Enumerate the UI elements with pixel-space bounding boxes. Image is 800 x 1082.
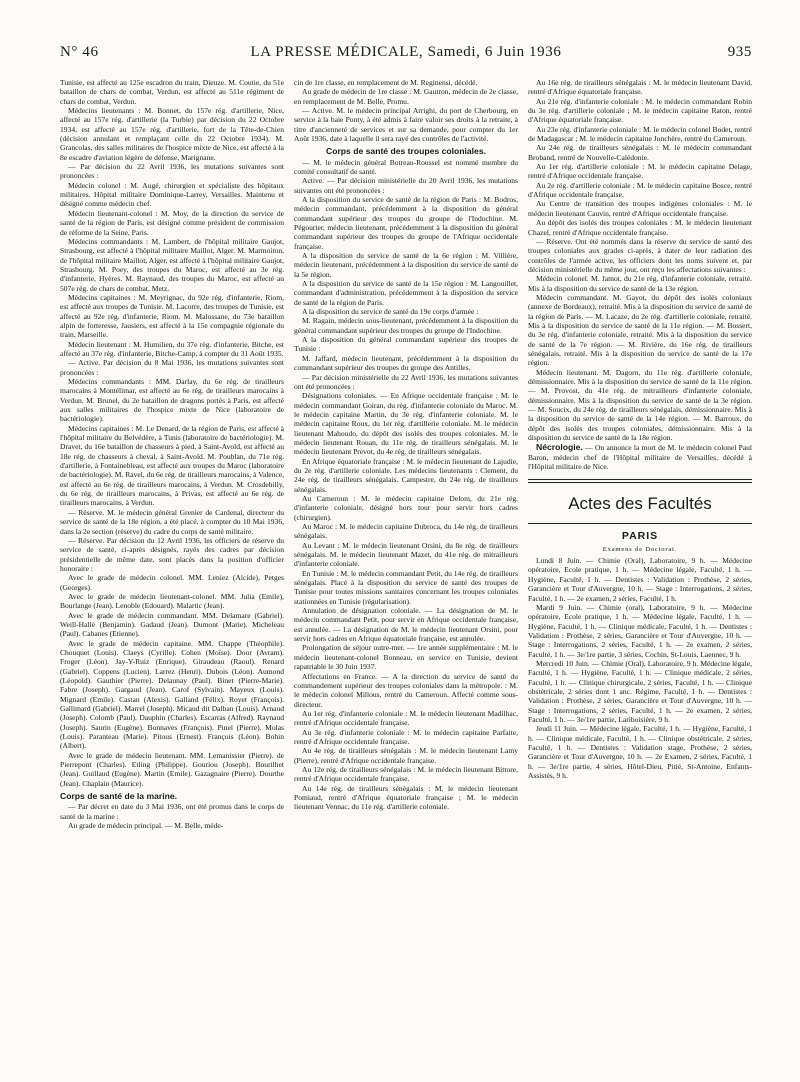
paragraph: Au Cameroun : M. le médecin capitaine Delom, du 21e rég. d'infanterie coloniale, désigné hors tour pour servir hors cadres (chirurgien).	[294, 493, 518, 522]
page-number: 935	[727, 44, 752, 60]
paragraph: Au Centre de transition des troupes indigènes coloniales : M. le médecin lieutenant Cauvin, rentré d'Afrique occidentale française.	[528, 199, 752, 218]
paragraph: Prolongation de séjour outre-mer. — 1re année supplémentaire : M. le médecin lieutenant-colonel Bonneau, en service en Tunisie, devient rapatriable le 30 Juin 1937.	[294, 643, 518, 672]
exam-day: Mercredi 10 Juin. — Chimie (Oral), Laboratoire, 9 h. Médecine légale, Faculté, 1 h. — Hygiène, Faculté, 1 h. — Clinique médicale, 2 séries, Faculté, 1 h. — Clinique chirurgicale, 2 séries, Faculté, 1 h. — Clinique obstétricale, 2 séries dont 1 anc. Régime, Faculté, 1 h. — Dentistes : Validation : Prothèse, 2 séries, Garancière et Tour d'Auvergne, 10 h. — Stage : Interrogations, 2 séries, Faculté, 1 h. — 2e examen, 2 séries, Faculté, 1 h. — 3e/1re partie, Lariboisière, 9 h.	[528, 658, 752, 724]
paragraph: Médecin commandant. M. Gayot, du dépôt des isolés coloniaux (annexe de Bordeaux), retraité. Mis à la disposition du service de santé de la région de Paris. — M. Lacaze, du 2e rég. d'artillerie coloniale, retraité. Mis à la disposition du service de santé de la 11e région. — M. Bossert, du 3e rég. d'infanterie coloniale, retraité. Mis à la disposition du service de santé de la 7e région. — M. Rivière, du 16e rég. de tirailleurs sénégalais, retraité. Mis à la disposition du service de santé de la 17e région.	[528, 292, 752, 368]
paragraph: — Réserve. Ont été nommés dans la réserve du service de santé des troupes coloniales aux grades ci-après, à dater de leur radiation des contrôles de l'armée active, les officiers dont les noms suivent et, par décision ministérielle du même jour, ont reçu les affectations suivantes :	[528, 236, 752, 274]
paragraph: A la disposition du service de santé de la 15e région : M. Langouillet, commandant d'administration, précédemment à la disposition du service de santé de la région de Paris.	[294, 279, 518, 307]
paragraph: — M. le médecin général Botreau-Roussel est nommé membre du comité consultatif de santé.	[294, 157, 518, 176]
issue-date: Samedi, 6 Juin 1936	[427, 44, 562, 60]
city-heading: PARIS	[621, 530, 659, 543]
column-right	[528, 78, 752, 1074]
paragraph: cin de 1re classe, en remplacement de M. Reginensi, décédé.	[294, 78, 478, 87]
running-title	[60, 44, 752, 61]
section-heading-necrologie: Nécrologie.	[536, 442, 583, 453]
paragraph: Au 4e rég. de tirailleurs sénégalais : M. le médecin lieutenant Lamy (Pierre), rentré d'Afrique occidentale française.	[294, 746, 518, 765]
paragraph: A la disposition du service de santé du 19e corps d'armée :	[302, 307, 479, 317]
section-divider	[528, 479, 752, 480]
paragraph: En Afrique équatoriale française : M. le médecin lieutenant de Lajudie, du 2e rég. d'artillerie coloniale. Les médecins lieutenants : Clement, du 24e rég. de tirailleurs sénégalais. Campestre, du 24e rég. de tirailleurs sénégalais.	[294, 456, 518, 494]
section-divider	[528, 523, 752, 524]
paragraph: A la disposition du général commandant supérieur des troupes de Tunisie :	[294, 335, 518, 354]
paragraph: Active. — Par décision ministérielle du 20 Avril 1936, les mutations suivantes ont été prononcées :	[294, 176, 518, 195]
paragraph: Au 14e rég. de tirailleurs sénégalais : M. le médecin lieutenant Pomiaud, rentré d'Afrique équatoriale française ; M. le médecin lieutenant Vennac, du 11e rég. d'artillerie coloniale.	[294, 783, 518, 812]
necrologie-paragraph	[528, 442, 752, 471]
paragraph: A la disposition du service de santé de la région de Paris : M. Bodros, médecin commandant, précédemment à la disposition du général commandant supérieur des troupes du groupe de l'Indochine. M. Pégourier, médecin lieutenant, précédemment à la disposition du général commandant supérieur des troupes du groupe de l'Afrique occidentale française.	[294, 194, 518, 251]
page-header	[60, 44, 752, 66]
paragraph: Au 24e rég. de tirailleurs sénégalais : M. le médecin commandant Broband, rentré de Nouvelle-Calédonie.	[528, 143, 752, 162]
paragraph: Au grade de médecin de 1re classe : M. Gautron, médecin de 2e classe, en remplacement de M. Belle, Promu.	[294, 87, 518, 106]
paragraph: Au 16e rég. de tirailleurs sénégalais : M. le médecin lieutenant David, rentré d'Afrique équatoriale française.	[528, 78, 752, 97]
actes-title: Actes des Facultés	[568, 494, 712, 514]
paragraph: A la disposition du service de santé de la 6e région : M. Villière, médecin lieutenant, précédemment à la disposition du service de santé de la 5e région.	[294, 251, 518, 279]
paragraph: — Active. M. le médecin principal Arrighi, du port de Cherbourg, en service à la baie Ponty, à été admis à faire valoir ses droits à la retraite, à titre d'ancienneté de services et sur sa demande, pour compter du 1er Août 1936, date à laquelle il sera rayé des contrôles de l'activité.	[294, 106, 518, 144]
paragraph: Au 23e rég. d'infanterie coloniale : M. le médecin colonel Bodet, rentré de Madagascar ; M. le médecin capitaine Jonchère, rentré du Cameroun.	[528, 124, 752, 144]
paragraph: Avec le grade de médecin capitaine. MM. Chappe (Théophile). Chouquet (Louis). Claeys (Cyrille). Cohen (Moïse). Door (Avram). Froger (Léon). Jay-Y-Ruiz (Enrique). Giraudeau (Raoul). Renard (Gabriel). Coppens (Lucien). Larrez (Henri). Dubois (Léon). Aumond (Léopold). Gauthier (Pierre). Delaunay (Paul). Binet (Pierre-Marie). Fabre (Joseph). Gargaud (Jean). Carof (Sylvain). Mayeux (Louis). Mignard (Emile). Castan (Alexis). Galland (Félix). Royet (François). Gallimard (Gabriel). Marrel (Joseph). Micaud dit Dalban (Louis). Arnaud (Joseph). Colomb (Paul). Dauphin (Charles). Escarras (Alfred). Raynaud (Joseph). Saurin (Eugène). Bonnaves (François). Pinel (Pierre). Molas (Louis). Paranteau (Marie). Pitous (Ernest). François (Léon). Bohin (Albert).	[60, 638, 284, 751]
issue-number: N° 46	[60, 44, 99, 60]
paragraph: Médecins lieutenants : M. Bonnet, du 157e rég. d'artillerie, Nice, affecté au 157e rég. d'artillerie (la Turbie) par décision du 22 Octobre 1934, est affecté au 157e rég. d'artillerie, fort de la Tête-de-Chien (décision annulant et remplaçant celle du 22 Octobre 1934). M. Grancolas, des salles militaires de l'hospice mixte de Nice, est affecté à la 8e escadre d'aviation légère de défense, Marignane.	[60, 106, 284, 162]
paragraph: Médecins capitaines : M. Meyrignac, du 92e rég. d'infanterie, Riom, est affecté aux troupes de Tunisie. M. Lacorre, des troupes de Tunisie, est affecté au 92e rég. d'infanterie, Riom. M. Malossane, du 73e bataillon alpin de forteresse, Jausiers, est affecté à la 15e compagnie régionale du train, Marseille.	[60, 292, 284, 340]
article-columns	[60, 78, 752, 1074]
paragraph: Médecin colonel. M. Jamot, du 21e rég. d'infanterie coloniale, retraité. Mis à la disposition du service de santé de la 13e région.	[528, 274, 752, 293]
paragraph: Au 1er rég. d'infanterie coloniale : M. le médecin lieutenant Madilhac, rentré d'Afrique occidentale française.	[294, 708, 518, 728]
paragraph: Médecin lieutenant. M. Dagorn, du 11e rég. d'artillerie coloniale, démissionnaire. Mis à la disposition du service de santé de la 11e région. — M. Provost, du 41e rég. de mitrailleurs d'infanterie coloniale, démissionnaire. Mis à la disposition du service de santé de la 3e région. — M. Soucix, du 24e rég. de tirailleurs sénégalais, démissionnaire. Mis à la disposition du service de santé de la 14e région. — M. Barroux, du dépôt des isolés des troupes coloniales, démissionnaire. Mis à la disposition du service de santé de la 18e région.	[528, 367, 752, 443]
paragraph: Affectations en France. — A la direction du service de santé du commandement supérieur des troupes coloniales dans la métropole. : M. le médecin colonel Millous, rentré du Cameroun. Affecté comme sous-directeur.	[294, 671, 518, 709]
paragraph: — Réserve. Par décision du 12 Avril 1936, les officiers de réserve du service de santé, ci-après désignés, rayés des cadres par décision présidentielle de même date, sont placés dans la position d'officier honoraire :	[60, 535, 284, 573]
paragraph: Médecins commandants : MM. Darlay, du 6e rég. de tirailleurs marocains à Montélimar, est affecté au 6e rég. de tirailleurs marocains à Verdun. M. Brunel, du 2e bataillon de dragons portés à Paris, est affecté aux salles militaires de l'hospice mixte de Nice (laboratoire de bactériologie).	[60, 377, 284, 424]
necrologie-text: — On annonce la mort de M. le médecin colonel Paul Baron, médecin chef de l'Hôpital militaire de Versailles, décédé à l'Hôpital militaire de Nice.	[528, 443, 752, 472]
section-heading-marine: Corps de santé de la marine.	[60, 791, 178, 802]
exam-day: Mardi 9 Juin. — Chimie (oral), Laboratoire, 9 h. — Médecine opératoire, Ecole pratique, 1 h. — Médecine légale, Faculté, 1 h. — Hygiène, Faculté, 1 h. — Clinique médicale, Faculté, 1 h. — Dentistes : Validation : Prothèse, 2 séries, Garancière et Tour d'Auvergne, 10 h. — Stage : Interrogations, 2 séries, Faculté, 1 h. — 2e examen, 2 séries, Faculté, 1 h. — 3e/1re partie, 3 séries, Cochin, St-Louis, Laennec, 9 h.	[528, 602, 752, 659]
paragraph: Au 21e rég. d'infanterie coloniale : M. le médecin commandant Robin du 3e rég. d'artillerie coloniale ; M. le médecin capitaine Raton, rentré d'Afrique équatoriale française.	[528, 96, 752, 125]
paragraph: Avec le grade de médecin commandant. MM. Delamare (Gabriel). Weill-Hallé (Benjamin). Gadaud (Jean). Dumont (Marie). Micheleau (Paul). Cabanes (Etienne).	[60, 610, 284, 639]
examens-subheading: Examens de Doctorat.	[602, 545, 678, 553]
paragraph: — Par décision ministérielle du 22 Avril 1936, les mutations suivantes ont été prononcées :	[294, 372, 518, 391]
paragraph: Au grade de médecin principal. — M. Belle, méde-	[68, 821, 224, 831]
paragraph: — Réserve. M. le médecin général Grenier de Cardenal, directeur du service de santé de la 18e région, a été placé, à compter du 10 Mai 1936, dans la 2e section (réserve) du cadre du corps de santé militaire.	[60, 507, 284, 536]
paragraph: — Par décision du 22 Avril 1936, les mutations suivantes sont prononcées :	[60, 162, 284, 181]
paragraph: Avec le grade de médecin lieutenant-colonel. MM. Julia (Emile), Bourlange (Jean). Lenoble (Edouard). Malartic (Jean).	[60, 591, 284, 611]
column-left	[60, 78, 284, 1074]
paragraph: Au 2e rég. d'artillerie coloniale : M. le médecin capitaine Bosce, rentré d'Afrique occidentale française.	[528, 180, 752, 200]
paragraph: — Active. Par décision du 8 Mai 1936, les mutations suivantes sont prononcées :	[60, 358, 284, 377]
paragraph: Annulation de désignation coloniale. — La désignation de M. le médecin commandant Petit, pour servir en Afrique occidentale française, est annulée. — La désignation de M. le médecin lieutenant Orsini, pour servir hors cadres en Afrique équatoriale française, est annulée.	[294, 606, 518, 644]
paragraph: Médecins capitaines : M. Le Denard, de la région de Paris, est affecté à l'hôpital militaire du Belvédère, à Tunis (laboratoire de bactériologie). M. Dravet, du 16e bataillon de chasseurs à pied, à Saint-Avold, est affecté au 18e rég. de chasseurs à cheval, à Saint-Avold. M. Poublan, du 71e rég. d'artillerie, à Fontainebleau, est affecté aux troupes du Maroc (laboratoire de bactériologie). M. Ravel, du 6e rég. de tirailleurs marocains, à Valence, est affecté au 6e rég. de tirailleurs marocains, à Verdun. M. Crosdehilly, du 6e rég. de tirailleurs marocains, à Privas, est affecté au 6e rég. de tirailleurs marocains, à Verdun.	[60, 423, 284, 508]
paragraph: Tunisie, est affecté au 125e escadron du train, Dieuze. M. Coutie, du 51e bataillon de chars de combat, Verdun, est affecté au 511e régiment de chars de combat, Verdun.	[60, 78, 284, 106]
paragraph: Au Levant : M. le médecin lieutenant Orsini, du 8e rég. de tirailleurs sénégalais. M. le médecin lieutenant Mazet, du 41e rég. de mitrailleurs d'infanterie coloniale.	[294, 540, 518, 569]
section-heading-coloniales: Corps de santé des troupes coloniales.	[326, 146, 486, 157]
paragraph: Au 1er rég. d'artillerie coloniale : M. le médecin capitaine Delage, rentré d'Afrique occidentale française.	[528, 162, 752, 181]
paragraph: Au Maroc : M. le médecin capitaine Dubroca, du 14e rég. de tirailleurs sénégalais.	[294, 522, 518, 541]
section-divider	[528, 482, 752, 483]
paragraph: M. Jaffard, médecin lieutenant, précédemment à la disposition du commandant supérieur des troupes du groupe des Antilles.	[294, 353, 518, 373]
exam-day: Lundi 8 Juin. — Chimie (Oral), Laboratoire, 9 h. — Médecine opératoire, Ecole pratique, 1 h. — Médecine légale, Faculté, 1 h. — Hygiène, Faculté, 1 h. — Dentistes : Validation : Prothèse, 2 séries, Garancière et Tour d'Auvergne, 10 h. — Stage : Interrogations, 2 séries, Faculté, 1 h. — 2e examen, 2 séries, Faculté, 1 h.	[528, 556, 752, 603]
paragraph: Au 3e rég. d'infanterie coloniale : M. le médecin capitaine Parfaite, rentré d'Afrique occidentale française.	[294, 727, 518, 746]
paragraph: Avec le grade de médecin colonel. MM. Leniez (Alcide), Petges (Georges).	[60, 573, 284, 592]
paragraph: Désignations coloniales. — En Afrique occidentale française : M. le médecin commandant Goiran, du rég. d'infanterie coloniale du Maroc. M. le médecin capitaine Martin, du 3e rég. d'infanterie coloniale. M. le médecin capitaine Roux, du 1er rég. d'artillerie coloniale. M. le médecin lieutenant Mahoudo, du dépôt des isolés des troupes coloniales. M. le médecin lieutenant Rouan, du 11e rég. de tirailleurs sénégalais. M. le médecin lieutenant Prevot, du 4e rég. de tirailleurs sénégalais.	[294, 391, 518, 457]
paragraph: Au 12e rég. de tirailleurs sénégalais : M. le médecin lieutenant Bittore, rentré d'Afrique occidentale française.	[294, 764, 518, 784]
exam-day: Jeudi 11 Juin. — Médecine légale, Faculté, 1 h. — Hygiène, Faculté, 1 h. — Clinique médicale, Faculté, 1 h. — Clinique obstétricale, 2 séries, Faculté, 1 h. — Dentistes : Validation stage, Prothèse, 2 séries, Garancière et Tour d'Auvergne, 10 h. — 2e Examen, 2 séries, Faculté, 1 h. — 3e/1re partie, 4 séries, Hôtel-Dieu, Pitié, St-Antoine, Enfants-Assistés, 9 h.	[528, 724, 752, 781]
column-middle	[294, 78, 518, 1074]
journal-name: LA PRESSE MÉDICALE,	[250, 44, 424, 60]
paragraph: Médecins commandants : M. Lambert, de l'hôpital militaire Gaujot, Strasbourg, est affecté à l'hôpital militaire Maillot, Alger. M. Marmoiton, de l'hôpital militaire Maillot, Alger, est affecté à l'hôpital militaire Gaujot, Strasbourg. M. Poey, des troupes du Maroc, est affecté au 3e rég. d'infanterie, Hyères. M. Raynaud, des troupes du Maroc, est affecté au 507e rég. de chars de combat, Metz.	[60, 236, 284, 293]
paragraph: M. Ragain, médecin sous-lieutenant, précédemment à la disposition du général commandant supérieur des troupes du groupe de l'Indochine.	[294, 316, 518, 335]
paragraph: Médecin lieutenant-colonel : M. Moy, de la direction du service de santé de la région de Paris, est désigné comme président de commission de réforme de la Seine, Paris.	[60, 208, 284, 237]
paragraph: Au dépôt des isolés des troupes coloniales : M. le médecin lieutenant Chazel, rentré d'Afrique occidentale française.	[528, 218, 752, 237]
paragraph: Médecin colonel : M. Augé, chirurgien et spécialiste des hôpitaux militaires. Hôpital militaire Dominique-Larrey, Versailles. Maintenu et désigné comme médecin chef.	[60, 180, 284, 209]
paragraph: Avec le grade de médecin lieutenant. MM. Lemanissier (Pierre). de Pierrepont (Charles). Etling (Philippe). Gouriou (Joseph). Bourilhet (Jean). Guillaud (Eugène). Martin (Emile). Gazagnaire (Pierre). Dourthe (Jean). Chaplain (Maurice).	[60, 750, 284, 788]
paragraph: En Tunisie : M. le médecin commandant Petit, du 14e rég. de tirailleurs sénégalais. Placé à la disposition du service de santé des troupes de Tunisie pour toutes missions sanitaires concernant les troupes coloniales stationnées en Tunisie (régularisation).	[294, 568, 518, 606]
paragraph: Médecin lieutenant : M. Humilien, du 37e rég. d'infanterie, Bitche, est affecté au 37e rég. d'infanterie, Bitche-Camp, à compter du 31 Août 1935.	[60, 339, 284, 358]
paragraph: — Par décret en date du 3 Mai 1936, ont été promus dans le corps de santé de la marine :	[60, 802, 284, 821]
